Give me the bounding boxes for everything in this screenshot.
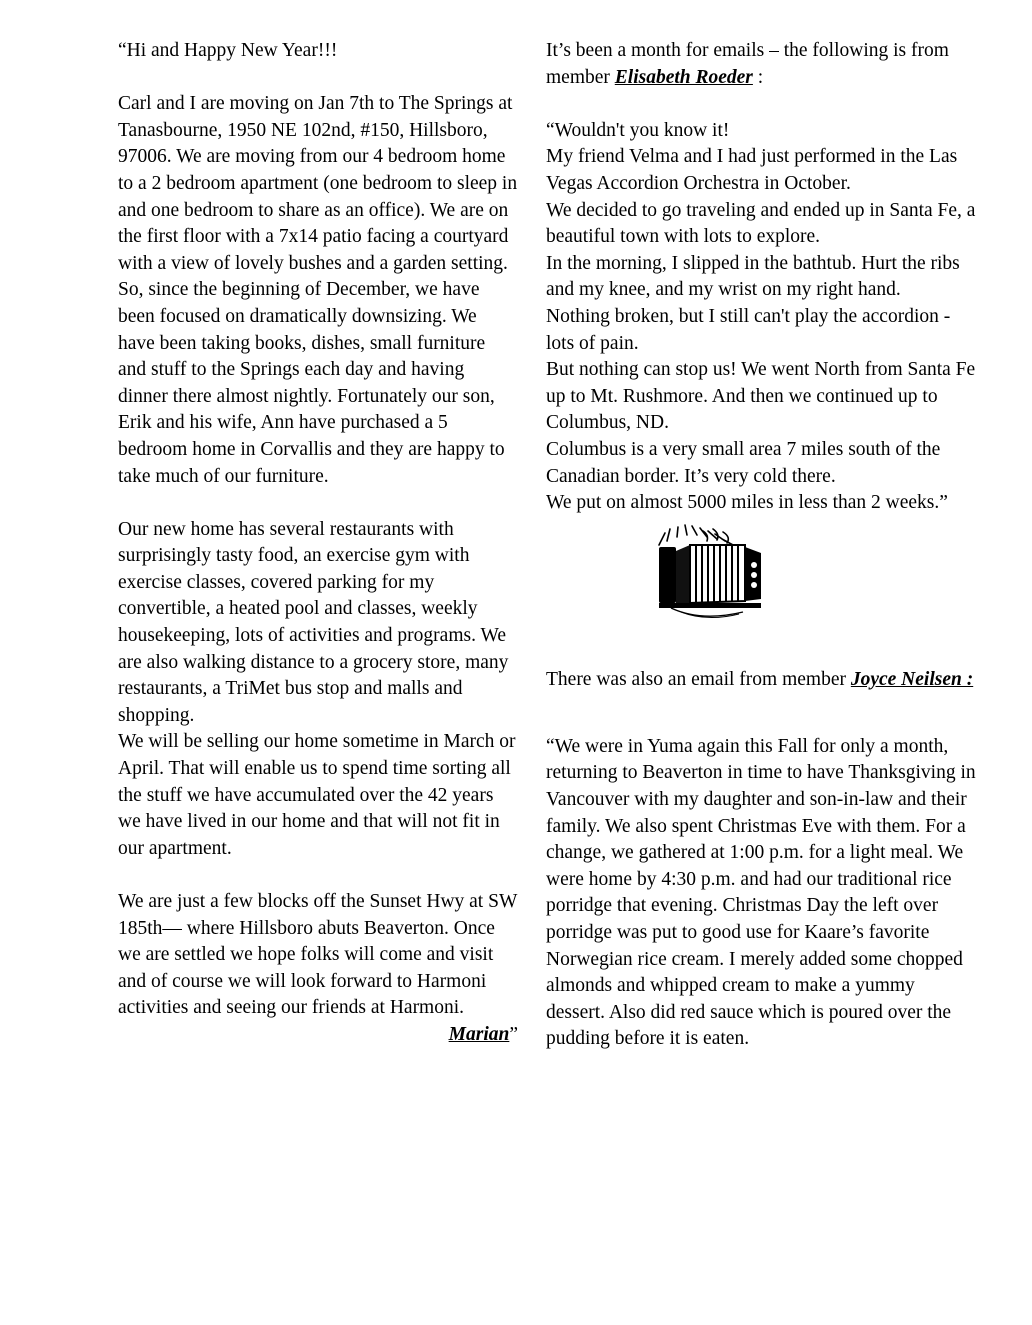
signature-name: Marian [448, 1023, 510, 1045]
left-column [118, 38, 518, 1049]
letter-line: Nothing broken, but I still can't play the accordion - lots of pain. [546, 305, 951, 354]
greeting-line: “Hi and Happy New Year!!! [118, 40, 338, 61]
letter-line: We put on almost 5000 miles in less than 2 weeks.” [546, 492, 948, 514]
email-intro-joyce [546, 667, 978, 694]
email-intro-joyce-before: There was also an email from member [546, 668, 851, 690]
member-name-joyce: Joyce Neilsen : [850, 668, 974, 690]
paragraph-location: We are just a few blocks off the Sunset Hwy at SW 185th— where Hillsboro abuts Beaverton. Once we are settled we hope folks will come and visit and of course we will look forward to Harmoni activities and seeing our friends at Harmoni. [118, 891, 517, 1019]
letter-line: Columbus is a very small area 7 miles south of the Canadian border. It’s very cold there. [546, 438, 941, 487]
paragraph-moving-details: Carl and I are moving on Jan 7th to The Springs at Tanasbourne, 1950 NE 102nd, #150, Hillsboro, 97006. We are moving from our 4 bedroom home to a 2 bedroom apartment (one bedroom to sleep in and one bedroom to share as an office). We are on the first floor with a 7x14 patio facing a courtyard with a view of lovely bushes and a garden setting. So, since the beginning of December, we have been focused on dramatically downsizing. We have been taking books, dishes, small furniture and stuff to the Springs each day and having dinner there almost nightly. Fortunately our son, Erik and his wife, Ann have purchased a 5 bedroom home in Corvallis and they are happy to take much of our furniture. [118, 93, 518, 487]
paragraph-new-home-amenities: Our new home has several restaurants with surprisingly tasty food, an exercise gym with exercise classes, covered parking for my convertible, a heated pool and classes, weekly housekeeping, lots of activities and programs. We are also walking distance to a grocery store, many restaurants, a TriMet bus stop and malls and shopping. [118, 518, 509, 726]
paragraph-selling-home: We will be selling our home sometime in March or April. That will enable us to spend time sorting all the stuff we have accumulated over the 42 years we have lived in our home and that will not fit in our apartment. [118, 731, 516, 859]
signature-line [118, 1022, 518, 1049]
member-name-elisabeth: Elisabeth Roeder [614, 66, 753, 88]
letter-line: “Wouldn't you know it! [546, 119, 730, 141]
two-column-layout [0, 38, 1032, 1053]
letter-line: My friend Velma and I had just performed in the Las Vegas Accordion Orchestra in October. [546, 146, 958, 194]
accordion-image-container [546, 523, 978, 633]
spacer [546, 720, 978, 734]
letter-line: In the morning, I slipped in the bathtub. Hurt the ribs and my knee, and my wrist on my right hand. [546, 252, 960, 301]
email-intro-text-before: It’s been a month for emails – the following is from member [546, 40, 949, 88]
signature-closing-quote: ” [509, 1023, 518, 1045]
email-intro-text-after: : [752, 66, 764, 88]
letter-line: But nothing can stop us! We went North from Santa Fe up to Mt. Rushmore. And then we continued up to Columbus, ND. [546, 359, 976, 434]
right-column [546, 38, 978, 1053]
letter-line: We decided to go traveling and ended up in Santa Fe, a beautiful town with lots to explore. [546, 199, 976, 248]
paragraph-joyce-letter: “We were in Yuma again this Fall for only a month, returning to Beaverton in time to have Thanksgiving in Vancouver with my daughter and son-in-law and their family. We also spent Christmas Eve with them. For a change, we gathered at 1:00 p.m. for a light meal. We were home by 4:30 p.m. and had our traditional rice porridge that evening. Christmas Day the left over porridge was put to good use for Kaare’s favorite Norwegian rice cream. I merely added some chopped almonds and whipped cream to make a yummy dessert. Also did red sauce which is poured over the pudding before it is eaten. [546, 735, 976, 1050]
email-intro-elisabeth [546, 38, 978, 91]
accordion-icon [651, 523, 781, 633]
